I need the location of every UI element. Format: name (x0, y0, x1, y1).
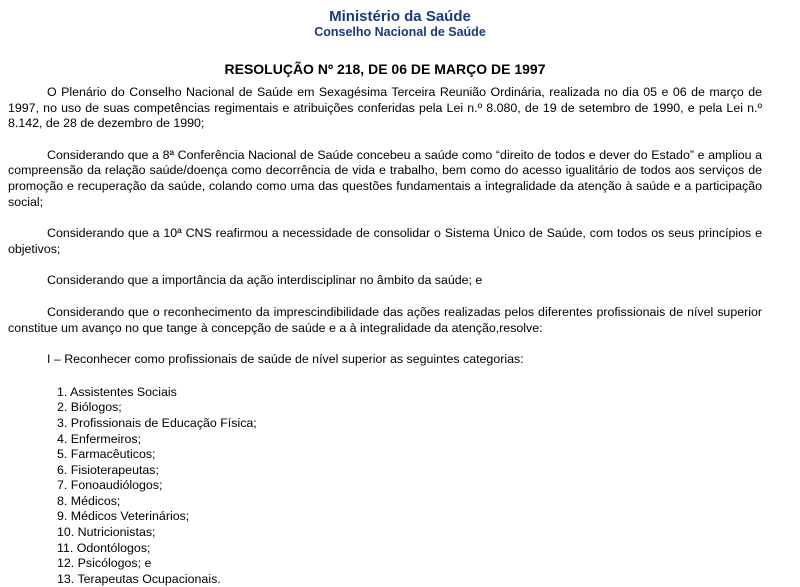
resolution-body (8, 85, 762, 587)
list-item: 13. Terapeutas Ocupacionais. (57, 571, 221, 586)
list-item: 4. Enfermeiros; (57, 431, 142, 446)
list-item: 10. Nutricionistas; (57, 525, 156, 540)
list-item: 9. Médicos Veterinários; (57, 509, 190, 524)
list-item: 5. Farmacêuticos; (57, 447, 156, 462)
paragraph-resolve-item-i: I – Reconhecer como profissionais de saúde de nível superior as seguintes categorias: (47, 352, 524, 367)
paragraph-preamble: O Plenário do Conselho Nacional de Saúde em Sexagésima Terceira Reunião Ordinária, realizada no dia 05 e 06 de março de 1997, no uso de suas competências regimentais e atribuições conferidas pela Lei n.º 8.080, de 19 de setembro de 1990, e pela Lei n.º 8.142, de 28 de dezembro de 1990; (8, 85, 762, 131)
list-item: 3. Profissionais de Educação Física; (57, 415, 257, 430)
list-item: 11. Odontólogos; (57, 540, 151, 555)
list-item: 8. Médicos; (57, 493, 121, 508)
paragraph-considering-10th-cns: Considerando que a 10ª CNS reafirmou a necessidade de consolidar o Sistema Único de Saúde, com todos os seus princípios e objetivos; (8, 226, 762, 256)
paragraph-considering-8th-conference: Considerando que a 8ª Conferência Nacional de Saúde concebeu a saúde como “direito de todos e dever do Estado” e ampliou a compreensão da relação saúde/doença como decorrência de vida e trabalho, bem como do acesso igualitário de todos aos serviços de promoção e recuperação da saúde, colando como uma das questões fundamentais a integralidade da atenção à saúde e a participação social; (8, 147, 762, 209)
council-name: Conselho Nacional de Saúde (314, 25, 486, 39)
resolution-title: RESOLUÇÃO Nº 218, DE 06 DE MARÇO DE 1997 (224, 61, 546, 77)
ministry-name: Ministério da Saúde (329, 8, 471, 25)
list-item: 1. Assistentes Sociais (57, 384, 177, 399)
document-header (0, 0, 800, 40)
paragraph-considering-interdisciplinary: Considerando que a importância da ação interdisciplinar no âmbito da saúde; e (47, 273, 483, 288)
list-item: 2. Biólogos; (57, 400, 122, 415)
list-item: 7. Fonoaudiólogos; (57, 478, 163, 493)
list-item: 12. Psicólogos; e (57, 556, 152, 571)
list-item: 6. Fisioterapeutas; (57, 462, 159, 477)
paragraph-considering-recognition: Considerando que o reconhecimento da imprescindibilidade das ações realizadas pelos diferentes profissionais de nível superior constitue um avanço no que tange à concepção de saúde e a à integralidade da atenção,resolve: (8, 304, 762, 335)
categories-list (8, 385, 762, 587)
